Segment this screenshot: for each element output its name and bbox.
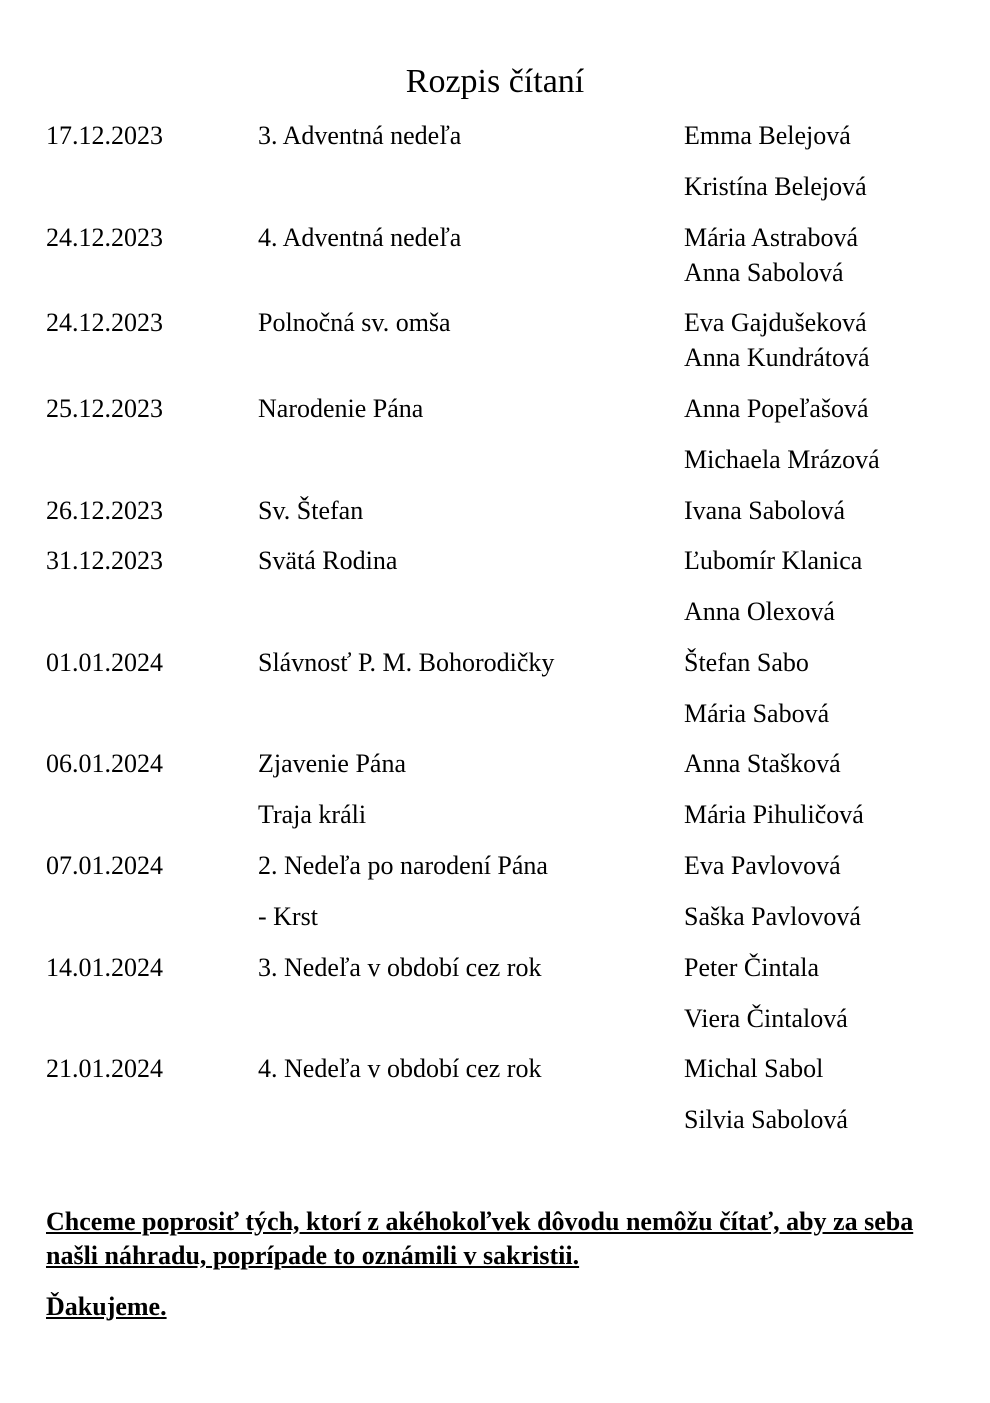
schedule-row: [46, 697, 946, 731]
notice-text: Chceme poprosiť tých, ktorí z akéhokoľvek dôvodu nemôžu čítať, aby za seba našli náhradu, poprípade to oznámili v sakristii.: [46, 1207, 914, 1270]
reader-name: Silvia Sabolová: [684, 1105, 848, 1134]
reader-name: Peter Čintala: [684, 953, 820, 982]
page-title: Rozpis čítaní: [405, 63, 585, 100]
reader-name: Ivana Sabolová: [684, 496, 846, 525]
reading-date: 21.01.2024: [46, 1054, 163, 1083]
schedule-row: [46, 646, 946, 680]
schedule-row: [46, 747, 946, 781]
reading-date: 26.12.2023: [46, 496, 163, 525]
liturgical-event: Polnočná sv. omša: [258, 308, 451, 337]
reader-name: Mária Sabová: [684, 699, 830, 728]
reading-date: 24.12.2023: [46, 308, 163, 337]
liturgical-event: 4. Nedeľa v období cez rok: [258, 1054, 542, 1083]
liturgical-event: 4. Adventná nedeľa: [258, 223, 462, 252]
liturgical-event: Narodenie Pána: [258, 394, 424, 423]
reader-name: Eva Gajdušeková: [684, 308, 867, 337]
schedule-row: [46, 443, 946, 477]
liturgical-event: Traja králi: [258, 800, 367, 829]
liturgical-event: Slávnosť P. M. Bohorodičky: [258, 648, 555, 677]
schedule-row: [46, 306, 946, 340]
reading-date: 17.12.2023: [46, 121, 163, 150]
reading-date: 07.01.2024: [46, 851, 163, 880]
liturgical-event: 3. Adventná nedeľa: [258, 121, 462, 150]
liturgical-event: Sv. Štefan: [258, 496, 364, 525]
liturgical-event: Svätá Rodina: [258, 546, 398, 575]
reader-name: Anna Popeľašová: [684, 394, 869, 423]
reader-name: Ľubomír Klanica: [684, 546, 863, 575]
reading-date: 06.01.2024: [46, 749, 163, 778]
reader-name: Saška Pavlovová: [684, 902, 861, 931]
thanks-text: Ďakujeme.: [46, 1292, 167, 1321]
reader-name: Anna Sabolová: [684, 258, 844, 287]
liturgical-event: Zjavenie Pána: [258, 749, 406, 778]
reader-name: Kristína Belejová: [684, 172, 867, 201]
liturgical-event: 2. Nedeľa po narodení Pána: [258, 851, 548, 880]
reader-name: Mária Pihuličová: [684, 800, 864, 829]
reading-date: 24.12.2023: [46, 223, 163, 252]
schedule-row: [46, 900, 946, 934]
schedule-row: [46, 951, 946, 985]
schedule-row: [46, 1002, 946, 1036]
schedule-row: [46, 798, 946, 832]
schedule-row: [46, 392, 946, 426]
reader-name: Anna Olexová: [684, 597, 835, 626]
reading-date: 01.01.2024: [46, 648, 163, 677]
reader-name: Anna Kundrátová: [684, 343, 870, 372]
schedule-row: [46, 595, 946, 629]
schedule-row: [46, 170, 946, 204]
reader-name: Eva Pavlovová: [684, 851, 841, 880]
reader-name: Viera Čintalová: [684, 1004, 848, 1033]
liturgical-event: 3. Nedeľa v období cez rok: [258, 953, 542, 982]
reading-date: 14.01.2024: [46, 953, 163, 982]
liturgical-event: - Krst: [258, 902, 318, 931]
schedule-row: [46, 849, 946, 883]
schedule-row: [46, 341, 946, 375]
reader-name: Michal Sabol: [684, 1054, 824, 1083]
reader-name: Emma Belejová: [684, 121, 851, 150]
reader-name: Michaela Mrázová: [684, 445, 880, 474]
reader-name: Mária Astrabová: [684, 223, 859, 252]
schedule-row: [46, 221, 946, 255]
reading-date: 31.12.2023: [46, 546, 163, 575]
schedule-row: [46, 544, 946, 578]
schedule-row: [46, 494, 946, 528]
schedule-row: [46, 1103, 946, 1137]
reading-date: 25.12.2023: [46, 394, 163, 423]
reader-name: Anna Stašková: [684, 749, 841, 778]
schedule-row: [46, 256, 946, 290]
schedule-row: [46, 1052, 946, 1086]
reader-name: Štefan Sabo: [684, 648, 809, 677]
schedule-row: [46, 119, 946, 153]
